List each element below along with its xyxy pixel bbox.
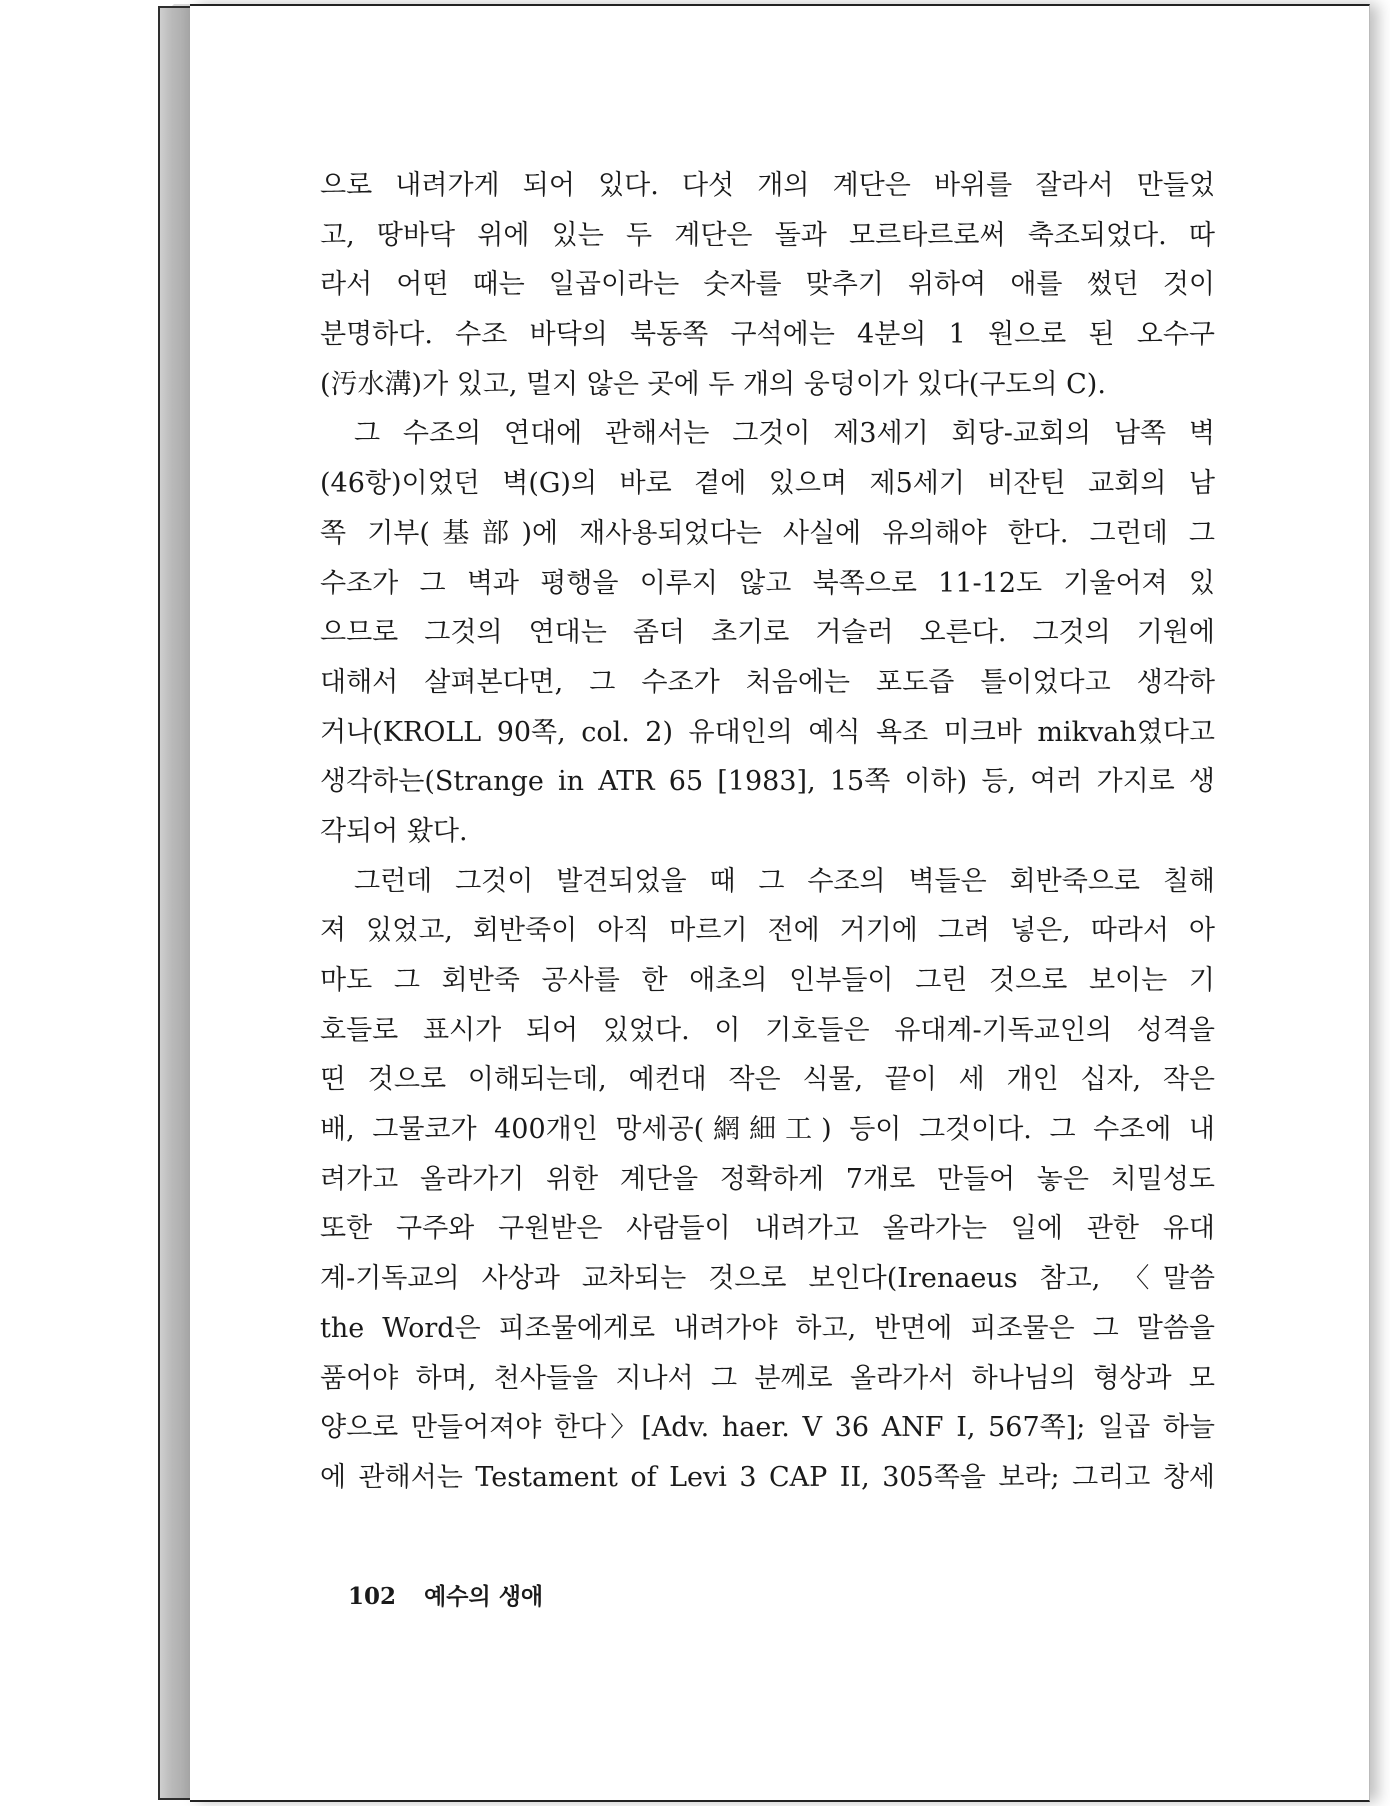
text-line: 호들로 표시가 되어 있었다. 이 기호들은 유대계-기독교인의 성격을 (320, 1014, 1215, 1046)
text-line: 생각하는(Strange in ATR 65 [1983], 15쪽 이하) 등, 여러 가지로 생 (320, 766, 1215, 798)
text-line: 그 수조의 연대에 관해서는 그것이 제3세기 회당-교회의 남쪽 벽 (354, 418, 1215, 450)
text-line: 수조가 그 벽과 평행을 이루지 않고 북쪽으로 11-12도 기울어져 있 (320, 567, 1215, 599)
text-line: 분명하다. 수조 바닥의 북동쪽 구석에는 4분의 1 원으로 된 오수구 (320, 319, 1215, 351)
text-line: 져 있었고, 회반죽이 아직 마르기 전에 거기에 그려 넣은, 따라서 아 (320, 915, 1215, 947)
text-line: 고, 땅바닥 위에 있는 두 계단은 돌과 모르타르로써 축조되었다. 따 (320, 219, 1215, 251)
text-line: 양으로 만들어져야 한다〉[Adv. haer. V 36 ANF I, 567쪽]; 일곱 하늘 (320, 1412, 1215, 1444)
text-line: 에 관해서는 Testament of Levi 3 CAP II, 305쪽을 보라; 그리고 창세 (320, 1461, 1215, 1493)
body-text (320, 161, 1215, 1503)
text-line: 그런데 그것이 발견되었을 때 그 수조의 벽들은 회반죽으로 칠해 (354, 865, 1215, 897)
text-line: 마도 그 회반죽 공사를 한 애초의 인부들이 그린 것으로 보이는 기 (320, 965, 1215, 996)
text-line: 각되어 왔다. (320, 815, 468, 847)
text-line: 대해서 살펴본다면, 그 수조가 처음에는 포도즙 틀이었다고 생각하 (320, 666, 1215, 698)
page-stack-edge (158, 6, 192, 1800)
book-page (190, 4, 1370, 1802)
text-line: the Word은 피조물에게로 내려가야 하고, 반면에 피조물은 그 말씀을 (320, 1312, 1215, 1344)
text-line: 쪽 기부(基部)에 재사용되었다는 사실에 유의해야 한다. 그런데 그 (320, 517, 1215, 549)
text-line: (汚水溝)가 있고, 멀지 않은 곳에 두 개의 웅덩이가 있다(구도의 C). (320, 368, 1106, 400)
text-line: 또한 구주와 구원받은 사람들이 내려가고 올라가는 일에 관한 유대 (320, 1213, 1215, 1245)
page-number: 102 (348, 1583, 397, 1610)
running-title: 예수의 생애 (424, 1583, 544, 1610)
text-line: (46항)이었던 벽(G)의 바로 곁에 있으며 제5세기 비잔틴 교회의 남 (320, 468, 1215, 500)
text-line: 으므로 그것의 연대는 좀더 초기로 거슬러 오른다. 그것의 기원에 (320, 617, 1215, 649)
text-line: 으로 내려가게 되어 있다. 다섯 개의 계단은 바위를 잘라서 만들었 (320, 170, 1215, 201)
page-footer (348, 1578, 543, 1611)
text-line: 려가고 올라가기 위한 계단을 정확하게 7개로 만들어 놓은 치밀성도 (320, 1163, 1215, 1195)
text-line: 띤 것으로 이해되는데, 예컨대 작은 식물, 끝이 세 개인 십자, 작은 (320, 1064, 1215, 1096)
text-line: 라서 어떤 때는 일곱이라는 숫자를 맞추기 위하여 애를 썼던 것이 (320, 269, 1215, 301)
text-line: 거나(KROLL 90쪽, col. 2) 유대인의 예식 욕조 미크바 mikvah였다고 (320, 716, 1215, 748)
text-line: 배, 그물코가 400개인 망세공(網細工) 등이 그것이다. 그 수조에 내 (320, 1114, 1215, 1146)
text-line: 품어야 하며, 천사들을 지나서 그 분께로 올라가서 하나님의 형상과 모 (320, 1362, 1215, 1394)
text-line: 계-기독교의 사상과 교차되는 것으로 보인다(Irenaeus 참고, 〈말씀 (320, 1263, 1215, 1295)
